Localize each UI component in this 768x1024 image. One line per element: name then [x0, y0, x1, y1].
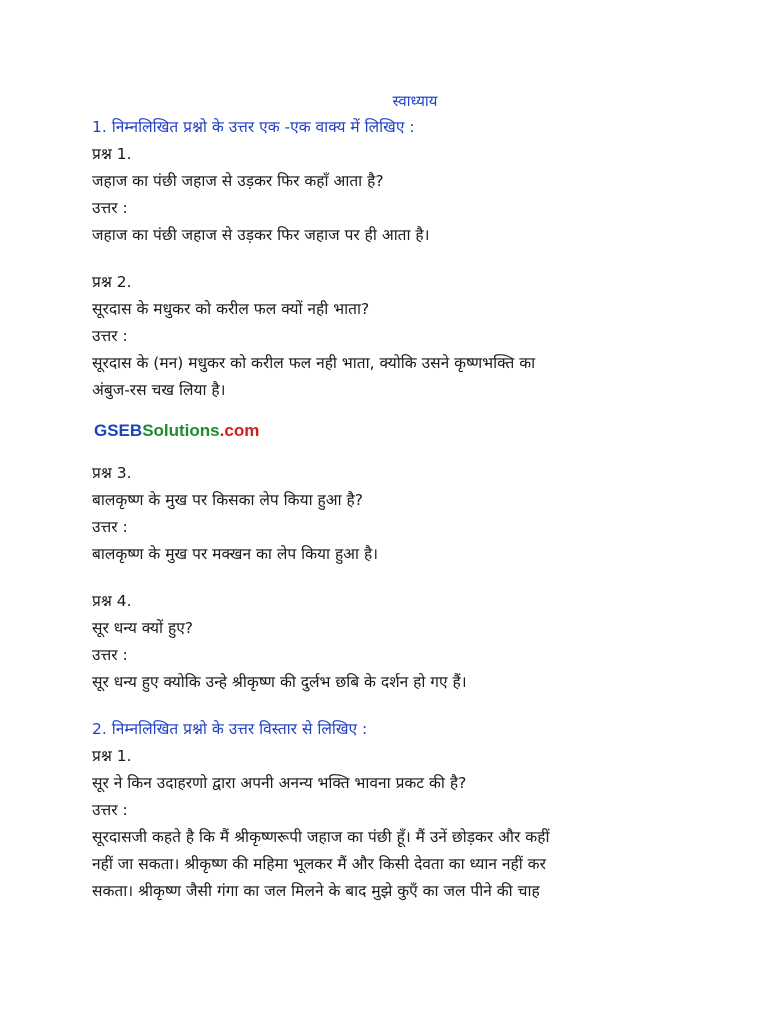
question-text: बालकृष्ण के मुख पर किसका लेप किया हुआ है?: [92, 491, 363, 509]
answer-text: नहीं जा सकता। श्रीकृष्ण की महिमा भूलकर मैं और किसी देवता का ध्यान नहीं कर: [92, 855, 546, 873]
question-text: सूर धन्य क्यों हुए?: [92, 619, 194, 637]
answer-text: सूरदास के (मन) मधुकर को करील फल नही भाता, क्योकि उसने कृष्णभक्ति का: [92, 354, 536, 372]
question-label: प्रश्न 3.: [92, 464, 132, 482]
answer-text: जहाज का पंछी जहाज से उड़कर फिर जहाज पर ही आता है।: [92, 226, 430, 244]
answer-text: सूरदासजी कहते है कि मैं श्रीकृष्णरूपी जहाज का पंछी हूँ। मैं उनें छोड़कर और कहीं: [92, 828, 550, 846]
question-block-1-3: [92, 460, 708, 568]
site-logo: [94, 416, 708, 446]
question-text: सूर ने किन उदाहरणो द्वारा अपनी अनन्य भक्ति भावना प्रकट की है?: [92, 774, 467, 792]
logo-part-solutions: Solutions: [142, 421, 220, 440]
section-1-heading: 1. निम्नलिखित प्रश्नो के उत्तर एक -एक वाक्य में लिखिए :: [92, 118, 415, 136]
answer-text: अंबुज-रस चख लिया है।: [92, 381, 226, 399]
section-2-heading: 2. निम्नलिखित प्रश्नो के उत्तर विस्तार से लिखिए :: [92, 720, 368, 738]
answer-label: उत्तर :: [92, 646, 128, 664]
question-block-1-1: [92, 141, 708, 249]
answer-text: बालकृष्ण के मुख पर मक्खन का लेप किया हुआ है।: [92, 545, 379, 563]
answer-text: सकता। श्रीकृष्ण जैसी गंगा का जल मिलने के बाद मुझे कुएँ का जल पीने की चाह: [92, 882, 540, 900]
logo-part-com: .com: [219, 421, 260, 440]
question-block-2-1: [92, 743, 708, 905]
page-title: स्वाध्याय: [392, 92, 438, 110]
question-text: सूरदास के मधुकर को करील फल क्यों नही भाता?: [92, 300, 370, 318]
question-label: प्रश्न 2.: [92, 273, 132, 291]
logo-part-gseb: GSEB: [94, 421, 143, 440]
question-label: प्रश्न 4.: [92, 592, 132, 610]
answer-label: उत्तर :: [92, 199, 128, 217]
answer-text: सूर धन्य हुए क्योकि उन्हे श्रीकृष्ण की दुर्लभ छबि के दर्शन हो गए हैं।: [92, 673, 467, 691]
answer-label: उत्तर :: [92, 801, 128, 819]
answer-label: उत्तर :: [92, 327, 128, 345]
question-label: प्रश्न 1.: [92, 747, 132, 765]
question-block-1-4: [92, 588, 708, 696]
answer-label: उत्तर :: [92, 518, 128, 536]
question-block-1-2: [92, 269, 708, 404]
question-text: जहाज का पंछी जहाज से उड़कर फिर कहाँ आता है?: [92, 172, 384, 190]
question-label: प्रश्न 1.: [92, 145, 132, 163]
